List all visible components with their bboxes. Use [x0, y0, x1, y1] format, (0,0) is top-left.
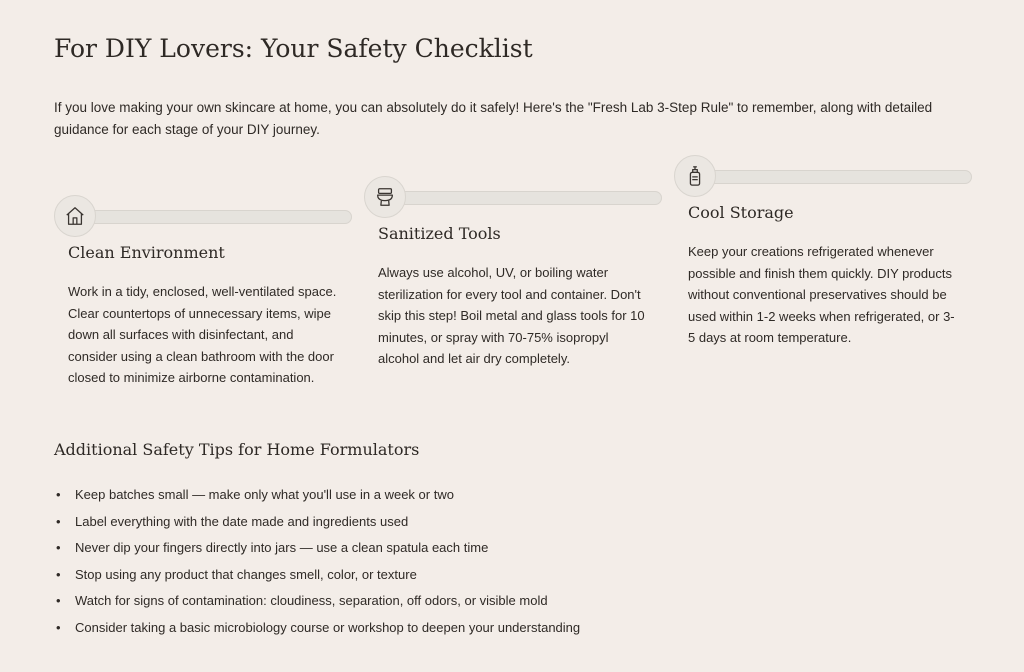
step-description: Keep your creations refrigerated whenever possible and finish them quickly. DIY products without conventional preservatives should be used within 1-2 weeks when refrigerated, or 3-5 days at room temperature.	[688, 244, 955, 345]
pump-bottle-icon	[684, 165, 706, 187]
step-progress-track	[54, 195, 354, 239]
list-item-text: Never dip your fingers directly into jars — use a clean spatula each time	[75, 540, 489, 555]
step-progress-bar	[74, 210, 352, 224]
page-title: For DIY Lovers: Your Safety Checklist	[54, 34, 533, 63]
list-item	[54, 535, 954, 562]
step-icon-circle	[364, 176, 406, 218]
bullet: •	[56, 540, 61, 555]
tips-list	[54, 482, 954, 641]
bullet: •	[56, 487, 61, 502]
step-title: Sanitized Tools	[378, 224, 501, 243]
bullet: •	[56, 566, 61, 582]
intro-paragraph: If you love making your own skincare at home, you can absolutely do it safely! Here's the "Fresh Lab 3-Step Rule" to remember, along with detailed guidance for each stage of your DIY journey.	[54, 100, 933, 137]
list-item	[54, 509, 954, 536]
step-progress-bar	[694, 170, 972, 184]
bullet: •	[56, 513, 61, 529]
step-icon-circle	[674, 155, 716, 197]
list-item-text: Label everything with the date made and ingredients used	[75, 513, 409, 529]
list-item	[54, 588, 954, 615]
list-item	[54, 615, 954, 642]
list-item-text: Keep batches small — make only what you'll use in a week or two	[75, 487, 454, 502]
house-icon	[64, 205, 86, 227]
list-item-text: Watch for signs of contamination: cloudiness, separation, off odors, or visible mold	[75, 593, 548, 608]
list-item	[54, 482, 954, 509]
step-progress-bar	[384, 191, 662, 205]
bullet: •	[56, 593, 61, 608]
list-item-text: Stop using any product that changes smell, color, or texture	[75, 566, 417, 582]
list-item	[54, 562, 954, 589]
step-progress-track	[674, 155, 974, 199]
step-description: Always use alcohol, UV, or boiling water sterilization for every tool and container. Don't skip this step! Boil metal and glass tools for 10 minutes, or spray with 70-75% isopropyl alcohol and let air dry completely.	[378, 265, 645, 366]
step-description: Work in a tidy, enclosed, well-ventilated space. Clear countertops of unnecessary items, wipe down all surfaces with disinfectant, and consider using a clean bathroom with the door closed to minimize airborne contamination.	[68, 284, 337, 385]
step-title: Clean Environment	[68, 243, 225, 262]
step-progress-track	[364, 176, 664, 220]
bullet: •	[56, 619, 61, 635]
step-title: Cool Storage	[688, 203, 794, 222]
list-item-text: Consider taking a basic microbiology course or workshop to deepen your understanding	[75, 619, 581, 635]
toilet-icon	[374, 186, 396, 208]
step-icon-circle	[54, 195, 96, 237]
tips-heading: Additional Safety Tips for Home Formulators	[54, 440, 420, 459]
